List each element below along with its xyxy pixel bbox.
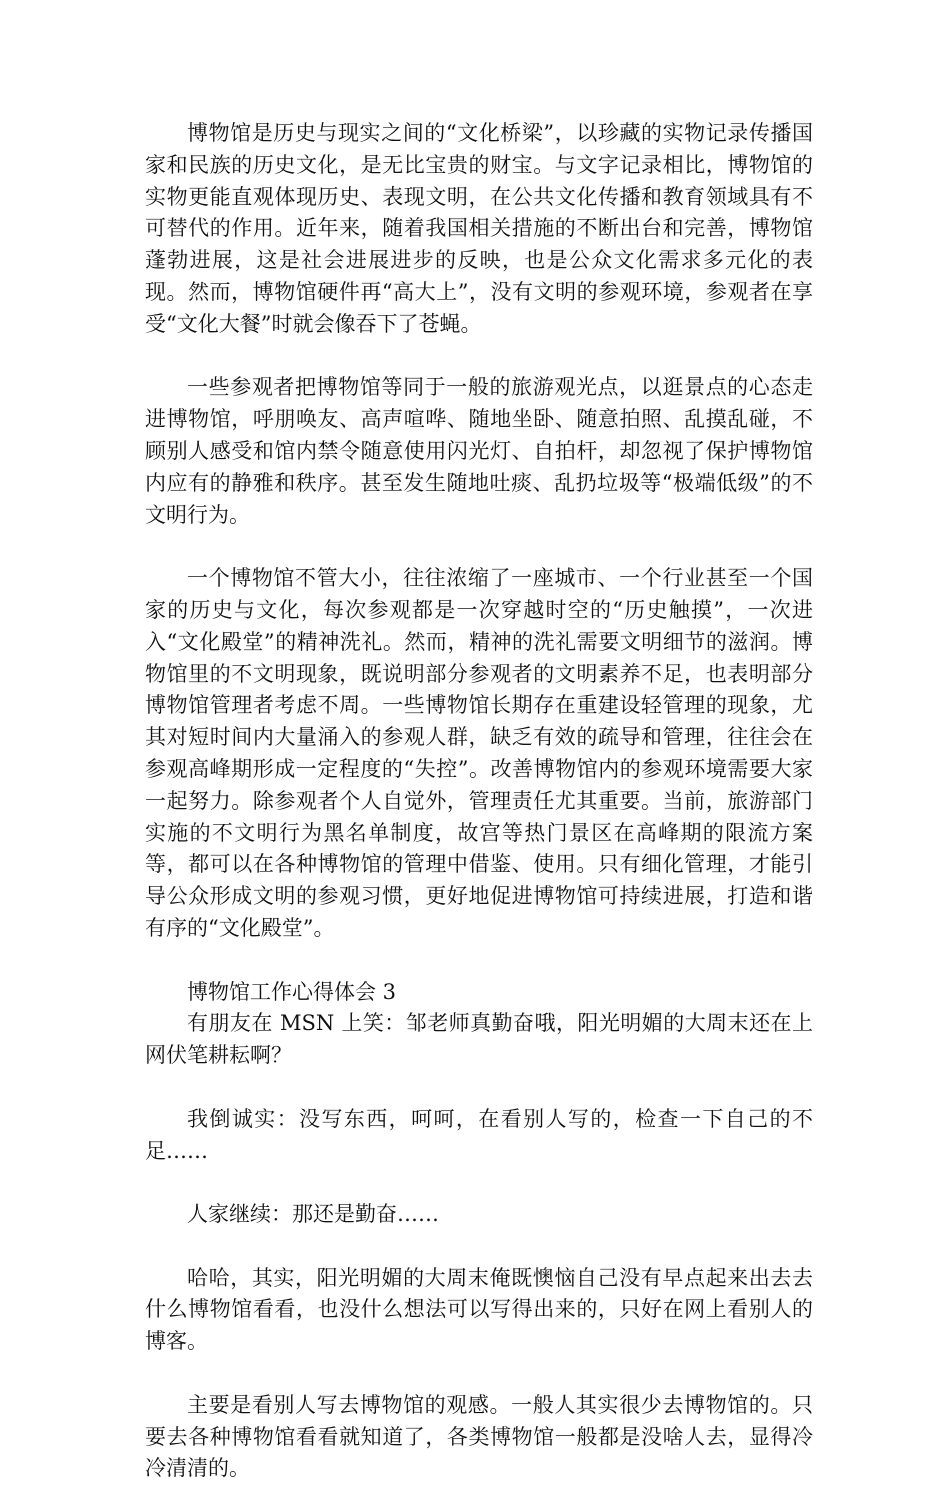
paragraph-gap [145,341,813,373]
paragraph-gap [145,531,813,563]
paragraph-gap [145,1072,813,1104]
paragraph-gap [145,1358,813,1390]
section-paragraph-3: 人家继续：那还是勤奋…… [187,1202,439,1227]
document-body [145,118,813,1485]
paragraph-gap [145,1167,813,1199]
paragraph-1: 博物馆是历史与现实之间的“文化桥梁”，以珍藏的实物记录传播国家和民族的历史文化，是无比宝贵的财宝。与文字记录相比，博物馆的实物更能直观体现历史、表现文明，在公共文化传播和教育领域具有不可替代的作用。近年来，随着我国相关措施的不断出台和完善，博物馆蓬勃进展，这是社会进展进步的反映，也是公众文化需求多元化的表现。然而，博物馆硬件再“高大上”，没有文明的参观环境，参观者在享受“文化大餐”时就会像吞下了苍蝇。 [145,121,813,336]
section-paragraph-5: 主要是看别人写去博物馆的观感。一般人其实很少去博物馆的。只要去各种博物馆看看就知道了，各类博物馆一般都是没啥人去，显得冷冷清清的。 [145,1392,813,1481]
paragraph-3: 一个博物馆不管大小，往往浓缩了一座城市、一个行业甚至一个国家的历史与文化，每次参观都是一次穿越时空的“历史触摸”，一次进入“文化殿堂”的精神洗礼。然而，精神的洗礼需要文明细节的滋润。博物馆里的不文明现象，既说明部分参观者的文明素养不足，也表明部分博物馆管理者考虑不周。一些博物馆长期存在重建设轻管理的现象，尤其对短时间内大量涌入的参观人群，缺乏有效的疏导和管理，往往会在参观高峰期形成一定程度的“失控”。改善博物馆内的参观环境需要大家一起努力。除参观者个人自觉外，管理责任尤其重要。当前，旅游部门实施的不文明行为黑名单制度，故宫等热门景区在高峰期的限流方案等，都可以在各种博物馆的管理中借鉴、使用。只有细化管理，才能引导公众形成文明的参观习惯，更好地促进博物馆可持续进展，打造和谐有序的“文化殿堂”。 [145,566,813,940]
paragraph-gap [145,945,813,977]
section-paragraph-4: 哈哈，其实，阳光明媚的大周末俺既懊恼自己没有早点起来出去去什么博物馆看看，也没什么想法可以写得出来的，只好在网上看别人的博客。 [145,1265,813,1354]
paragraph-2: 一些参观者把博物馆等同于一般的旅游观光点，以逛景点的心态走进博物馆，呼朋唤友、高声喧哗、随地坐卧、随意拍照、乱摸乱碰，不顾别人感受和馆内禁令随意使用闪光灯、自拍杆，却忽视了保护博物馆内应有的静雅和秩序。甚至发生随地吐痰、乱扔垃圾等“极端低级”的不文明行为。 [145,375,813,527]
section-paragraph-2: 我倒诚实：没写东西，呵呵，在看别人写的，检查一下自己的不足…… [145,1106,813,1163]
paragraph-gap [145,1231,813,1263]
section-title: 博物馆工作心得体会 3 [187,979,397,1004]
section-paragraph-1: 有朋友在 MSN 上笑：邹老师真勤奋哦，阳光明媚的大周末还在上网伏笔耕耘啊？ [145,1011,813,1068]
